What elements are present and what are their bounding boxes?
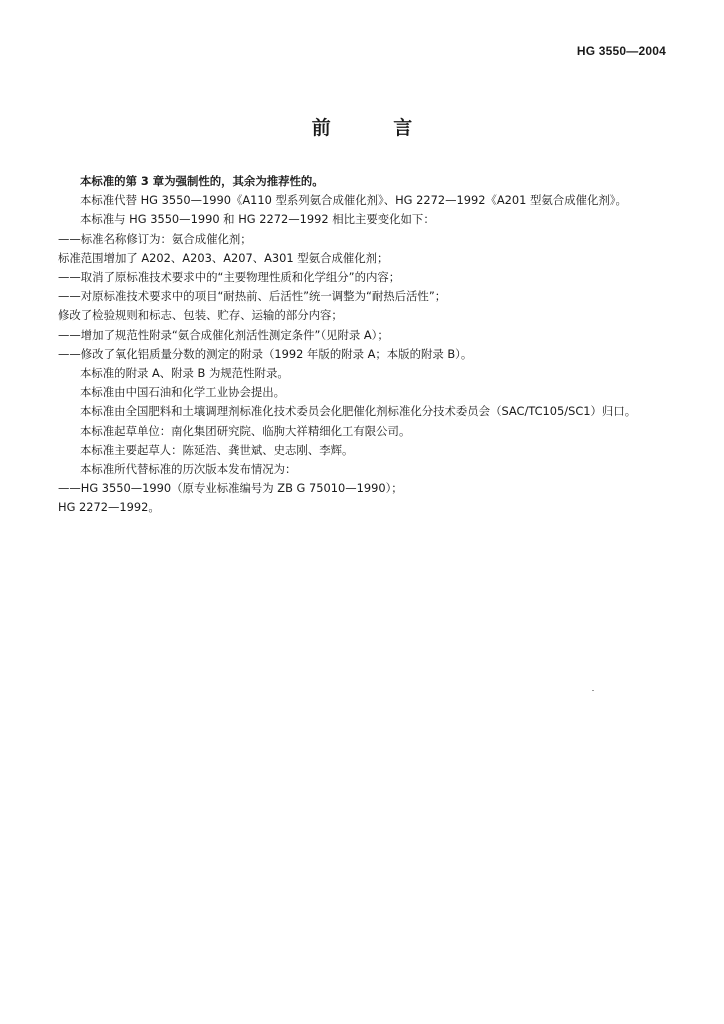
scan-speck (592, 690, 594, 691)
list-item-history: HG 2272—1992。 (58, 500, 160, 515)
list-item-change: ——修改了氧化铝质量分数的测定的附录（1992 年版的附录 A；本版的附录 B）。 (58, 346, 473, 361)
paragraph-annexes: 本标准的附录 A、附录 B 为规范性附录。 (80, 366, 289, 381)
list-item-change: 标准范围增加了 A202、A203、A207、A301 型氨合成催化剂； (58, 250, 389, 265)
paragraph-proposed-by: 本标准由中国石油和化学工业协会提出。 (80, 385, 286, 400)
paragraph-drafters: 本标准主要起草人：陈延浩、龚世斌、史志刚、李辉。 (80, 442, 354, 457)
page-title: 前 言 (311, 117, 441, 139)
paragraph-drafting-units: 本标准起草单位：南化集团研究院、临朐大祥精细化工有限公司。 (80, 423, 411, 438)
list-item-change: ——对原标准技术要求中的项目“耐热前、后活性”统一调整为“耐热后活性”； (58, 289, 447, 304)
list-item-change: ——标准名称修订为：氨合成催化剂； (58, 231, 252, 246)
paragraph-changes-intro: 本标准与 HG 3550—1990 和 HG 2272—1992 相比主要变化如下： (80, 212, 435, 227)
list-item-change: ——增加了规范性附录“氨合成催化剂活性测定条件”（见附录 A）； (58, 327, 389, 342)
header-code: HG 3550—2004 (576, 44, 666, 58)
list-item-history: ——HG 3550—1990（原专业标准编号为 ZB G 75010—1990）； (58, 481, 403, 496)
list-item-change: 修改了检验规则和标志、包装、贮存、运输的部分内容； (58, 308, 343, 323)
foreword-body (58, 172, 668, 518)
list-item-change: ——取消了原标准技术要求中的“主要物理性质和化学组分”的内容； (58, 270, 401, 285)
paragraph-replaces: 本标准代替 HG 3550—1990《A110 型系列氨合成催化剂》、HG 2272—1992《A201 型氨合成催化剂》。 (80, 193, 627, 208)
paragraph-technical-committee: 本标准由全国肥料和土壤调理剂标准化技术委员会化肥催化剂标准化分技术委员会（SAC/TC105/SC1）归口。 (80, 404, 637, 419)
paragraph-mandatory-clause: 本标准的第 3 章为强制性的，其余为推荐性的。 (80, 174, 324, 188)
paragraph-history-intro: 本标准所代替标准的历次版本发布情况为： (80, 462, 297, 477)
